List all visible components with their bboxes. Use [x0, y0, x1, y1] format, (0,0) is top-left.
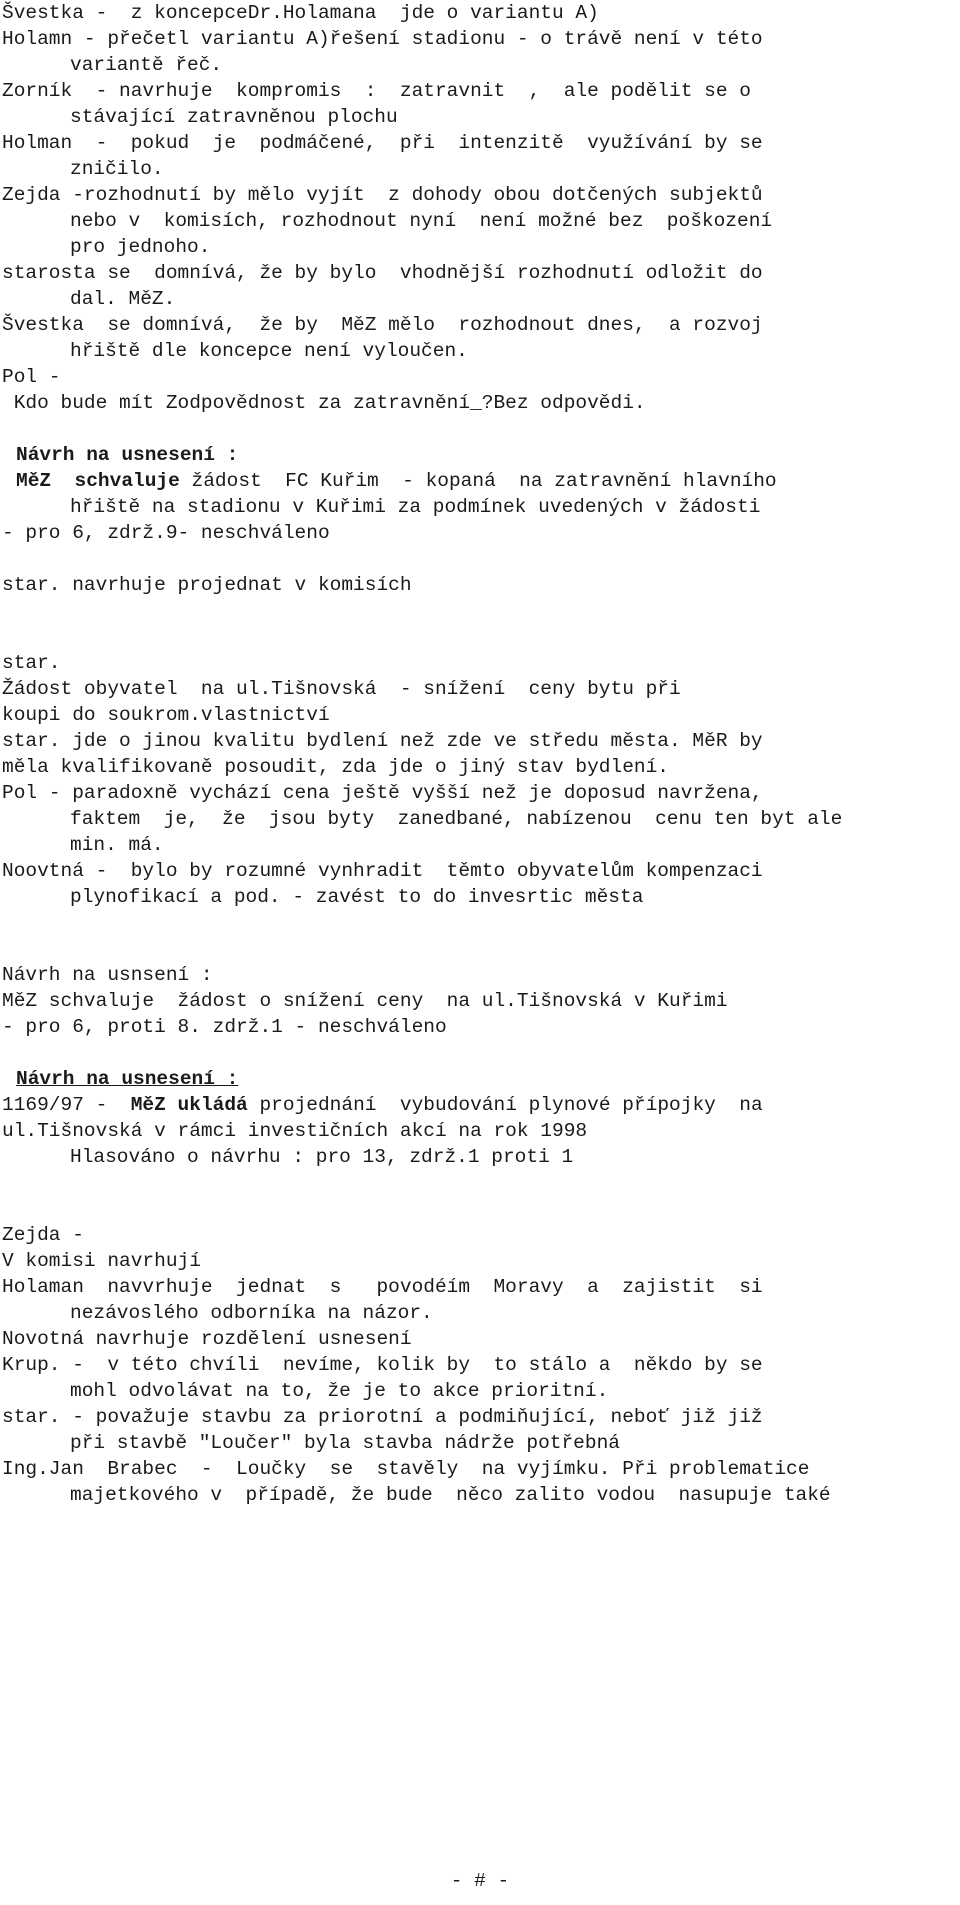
text-line: při stavbě "Loučer" byla stavba nádrže potřebná	[70, 1432, 620, 1454]
text-line: starosta se domnívá, že by bylo vhodnější rozhodnutí odložit do	[2, 262, 763, 284]
text-line: star. jde o jinou kvalitu bydlení než zde ve středu města. MěR by	[2, 730, 763, 752]
text-line: měla kvalifikovaně posoudit, zda jde o jiný stav bydlení.	[2, 756, 670, 778]
text-line: nebo v komisích, rozhodnout nyní není možné bez poškození	[70, 210, 773, 232]
text-line: Žádost obyvatel na ul.Tišnovská - snížení ceny bytu při	[2, 678, 681, 700]
resolution-text: žádost FC Kuřim - kopaná na zatravnění hlavního	[179, 470, 777, 492]
resolution-number: 1169/97 -	[2, 1094, 131, 1116]
text-line: Krup. - v této chvíli nevíme, kolik by to stálo a někdo by se	[2, 1354, 763, 1376]
text-line: koupi do soukrom.vlastnictví	[2, 704, 330, 726]
text-line: Kdo bude mít Zodpovědnost za zatravnění_?Bez odpovědi.	[2, 392, 646, 414]
text-line: Švestka se domnívá, že by MěZ mělo rozhodnout dnes, a rozvoj	[2, 314, 763, 336]
text-line: Holaman navvrhuje jednat s povodéím Moravy a zajistit si	[2, 1276, 763, 1298]
text-line: ul.Tišnovská v rámci investičních akcí na rok 1998	[2, 1120, 588, 1142]
resolution-heading: Návrh na usnesení :	[16, 444, 239, 466]
text-line: Pol -	[2, 366, 61, 388]
resolution-text: projednání vybudování plynové přípojky na	[247, 1094, 763, 1116]
text-line: Noovtná - bylo by rozumné vynhradit těmto obyvatelům kompenzaci	[2, 860, 763, 882]
text-line: star. navrhuje projednat v komisích	[2, 574, 412, 596]
text-line: nezávoslého odborníka na názor.	[70, 1302, 433, 1324]
resolution-heading: Návrh na usnesení :	[16, 1068, 239, 1090]
page-number: - # -	[450, 1870, 510, 1892]
text-line: hřiště dle koncepce není vyloučen.	[70, 340, 468, 362]
text-line	[2, 1092, 960, 1118]
text-line: faktem je, že jsou byty zanedbané, nabízenou cenu ten byt ale	[70, 808, 843, 830]
text-line: hřiště na stadionu v Kuřimi za podmínek uvedených v žádosti	[70, 496, 761, 518]
text-line: stávající zatravněnou plochu	[70, 106, 398, 128]
resolution-heading: Návrh na usnsení :	[2, 964, 213, 986]
document-body	[2, 0, 960, 1508]
text-line: Švestka - z koncepceDr.Holamana jde o variantu A)	[2, 2, 599, 24]
text-line: V komisi navrhují	[2, 1250, 201, 1272]
vote-result: - pro 6, proti 8. zdrž.1 - neschváleno	[2, 1016, 447, 1038]
text-line: Zejda -	[2, 1224, 84, 1246]
text-line	[2, 468, 960, 494]
text-line: mohl odvolávat na to, že je to akce prioritní.	[70, 1380, 609, 1402]
text-line: Novotná navrhuje rozdělení usnesení	[2, 1328, 412, 1350]
text-line: MěZ schvaluje žádost o snížení ceny na ul.Tišnovská v Kuřimi	[2, 990, 728, 1012]
text-line: dal. MěZ.	[70, 288, 176, 310]
text-line: Holman - pokud je podmáčené, při intenzitě využívání by se	[2, 132, 763, 154]
text-line: pro jednoho.	[70, 236, 211, 258]
text-line: zničilo.	[70, 158, 164, 180]
vote-result: - pro 6, zdrž.9- neschváleno	[2, 522, 330, 544]
text-line: Zejda -rozhodnutí by mělo vyjít z dohody obou dotčených subjektů	[2, 184, 763, 206]
text-line: Ing.Jan Brabec - Loučky se stavěly na vyjímku. Při problematice	[2, 1458, 810, 1480]
text-line: star. - považuje stavbu za priorotní a podmiňující, neboť již již	[2, 1406, 763, 1428]
text-line: plynofikací a pod. - zavést to do invesrtic města	[70, 886, 644, 908]
vote-result: Hlasováno o návrhu : pro 13, zdrž.1 proti 1	[70, 1146, 574, 1168]
text-line: Holamn - přečetl variantu A)řešení stadionu - o trávě není v této	[2, 28, 763, 50]
text-line: majetkového v případě, že bude něco zalito vodou nasupuje také	[70, 1484, 831, 1506]
resolution-subject: MěZ ukládá	[130, 1094, 248, 1116]
text-line: star.	[2, 652, 61, 674]
text-line: min. má.	[70, 834, 164, 856]
text-line: Pol - paradoxně vychází cena ještě vyšší než je doposud navržena,	[2, 782, 763, 804]
text-line: Zorník - navrhuje kompromis : zatravnit , ale podělit se o	[2, 80, 751, 102]
resolution-subject: MěZ schvaluje	[16, 470, 180, 492]
text-line: variantě řeč.	[70, 54, 223, 76]
